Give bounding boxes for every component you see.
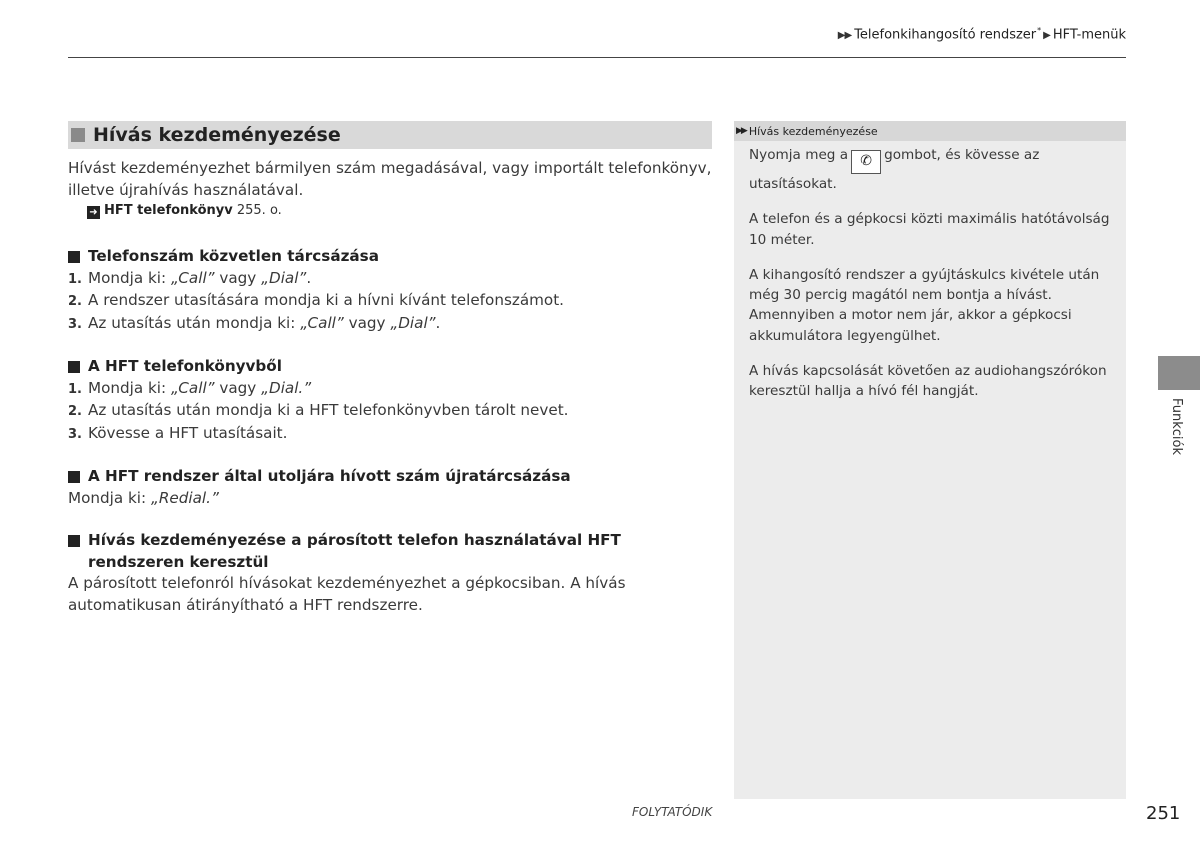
optional-marker: * [1037, 26, 1042, 35]
cross-reference[interactable] [87, 203, 712, 219]
page-title: Hívás kezdeményezése [93, 124, 341, 146]
subsection-heading: Telefonszám közvetlen tárcsázása [68, 246, 712, 268]
double-triangle-icon: ▶▶ [837, 30, 852, 42]
intro-paragraph: Hívást kezdeményezhet bármilyen szám megadásával, vagy importált telefonkönyv, illetve újrahívás használatával. [68, 159, 712, 199]
breadcrumb [838, 26, 1126, 42]
page-number: 251 [1146, 803, 1181, 824]
section-paired-phone [68, 530, 712, 616]
list-item: 1. Mondja ki: „Call” vagy „Dial.” [68, 378, 312, 397]
sidebar-paragraph: Nyomja meg a ✆ gombot, és kövesse az utasításokat. [749, 147, 1040, 192]
triangle-icon: ▶ [1043, 30, 1050, 42]
list-item: 3. Kövesse a HFT utasításait. [68, 423, 288, 442]
paragraph: Mondja ki: „Redial.” [68, 488, 219, 507]
section-title-bar [68, 121, 712, 149]
sidebar-paragraph: A kihangosító rendszer a gyújtáskulcs kivétele után még 30 percig magától nem bontja a hívást. Amennyiben a motor nem jár, akkor a gépkocsi akkumulátora legyengülhet. [749, 266, 1100, 344]
subsection-heading: Hívás kezdeményezése a párosított telefon használatával HFT rendszeren keresztül [68, 530, 712, 573]
subsection-heading: A HFT rendszer által utoljára hívott szám újratárcsázása [68, 466, 712, 488]
square-bullet-icon [68, 535, 80, 547]
paragraph: A párosított telefonról hívásokat kezdeményezhet a gépkocsiban. A hívás automatikusan átirányítható a HFT rendszerre. [68, 574, 626, 614]
square-bullet-icon [71, 128, 85, 142]
section-redial [68, 466, 712, 509]
list-item: 2. Az utasítás után mondja ki a HFT telefonkönyvben tárolt nevet. [68, 401, 569, 419]
sidebar-body [734, 141, 1126, 402]
list-item: 1. Mondja ki: „Call” vagy „Dial”. [68, 268, 312, 287]
main-column [68, 121, 712, 616]
sidebar-paragraph: A telefon és a gépkocsi közti maximális hatótávolság 10 méter. [749, 211, 1110, 248]
phone-pickup-icon: ✆ [851, 150, 881, 174]
chapter-tab[interactable] [1158, 356, 1200, 390]
reference-title: HFT telefonkönyv [104, 203, 233, 218]
sidebar-paragraph: A hívás kapcsolását követően az audiohangszórókon keresztül hallja a hívó fél hangját. [749, 363, 1107, 400]
subsection-heading: A HFT telefonkönyvből [68, 356, 712, 378]
continued-label: FOLYTATÓDIK [632, 805, 713, 819]
section-phonebook [68, 356, 712, 445]
reference-page: 255. o. [232, 203, 282, 218]
sidebar-note [734, 121, 1126, 799]
breadcrumb-item-hft-menus[interactable]: HFT-menük [1052, 27, 1126, 43]
section-direct-dial [68, 246, 712, 335]
list-item: 2. A rendszer utasítására mondja ki a hívni kívánt telefonszámot. [68, 291, 565, 309]
square-bullet-icon [68, 471, 80, 483]
reference-arrow-icon: ➜ [87, 206, 100, 219]
list-item: 3. Az utasítás után mondja ki: „Call” vagy „Dial”. [68, 313, 441, 332]
sidebar-heading: ▶▶ Hívás kezdeményezése [734, 121, 1126, 141]
square-bullet-icon [68, 361, 80, 373]
double-arrow-icon: ▶▶ [736, 126, 746, 136]
square-bullet-icon [68, 251, 80, 263]
chapter-tab-label: Funkciók [1169, 398, 1184, 456]
breadcrumb-item-hft-system[interactable]: Telefonkihangosító rendszer [854, 27, 1037, 43]
header-divider [68, 57, 1126, 58]
